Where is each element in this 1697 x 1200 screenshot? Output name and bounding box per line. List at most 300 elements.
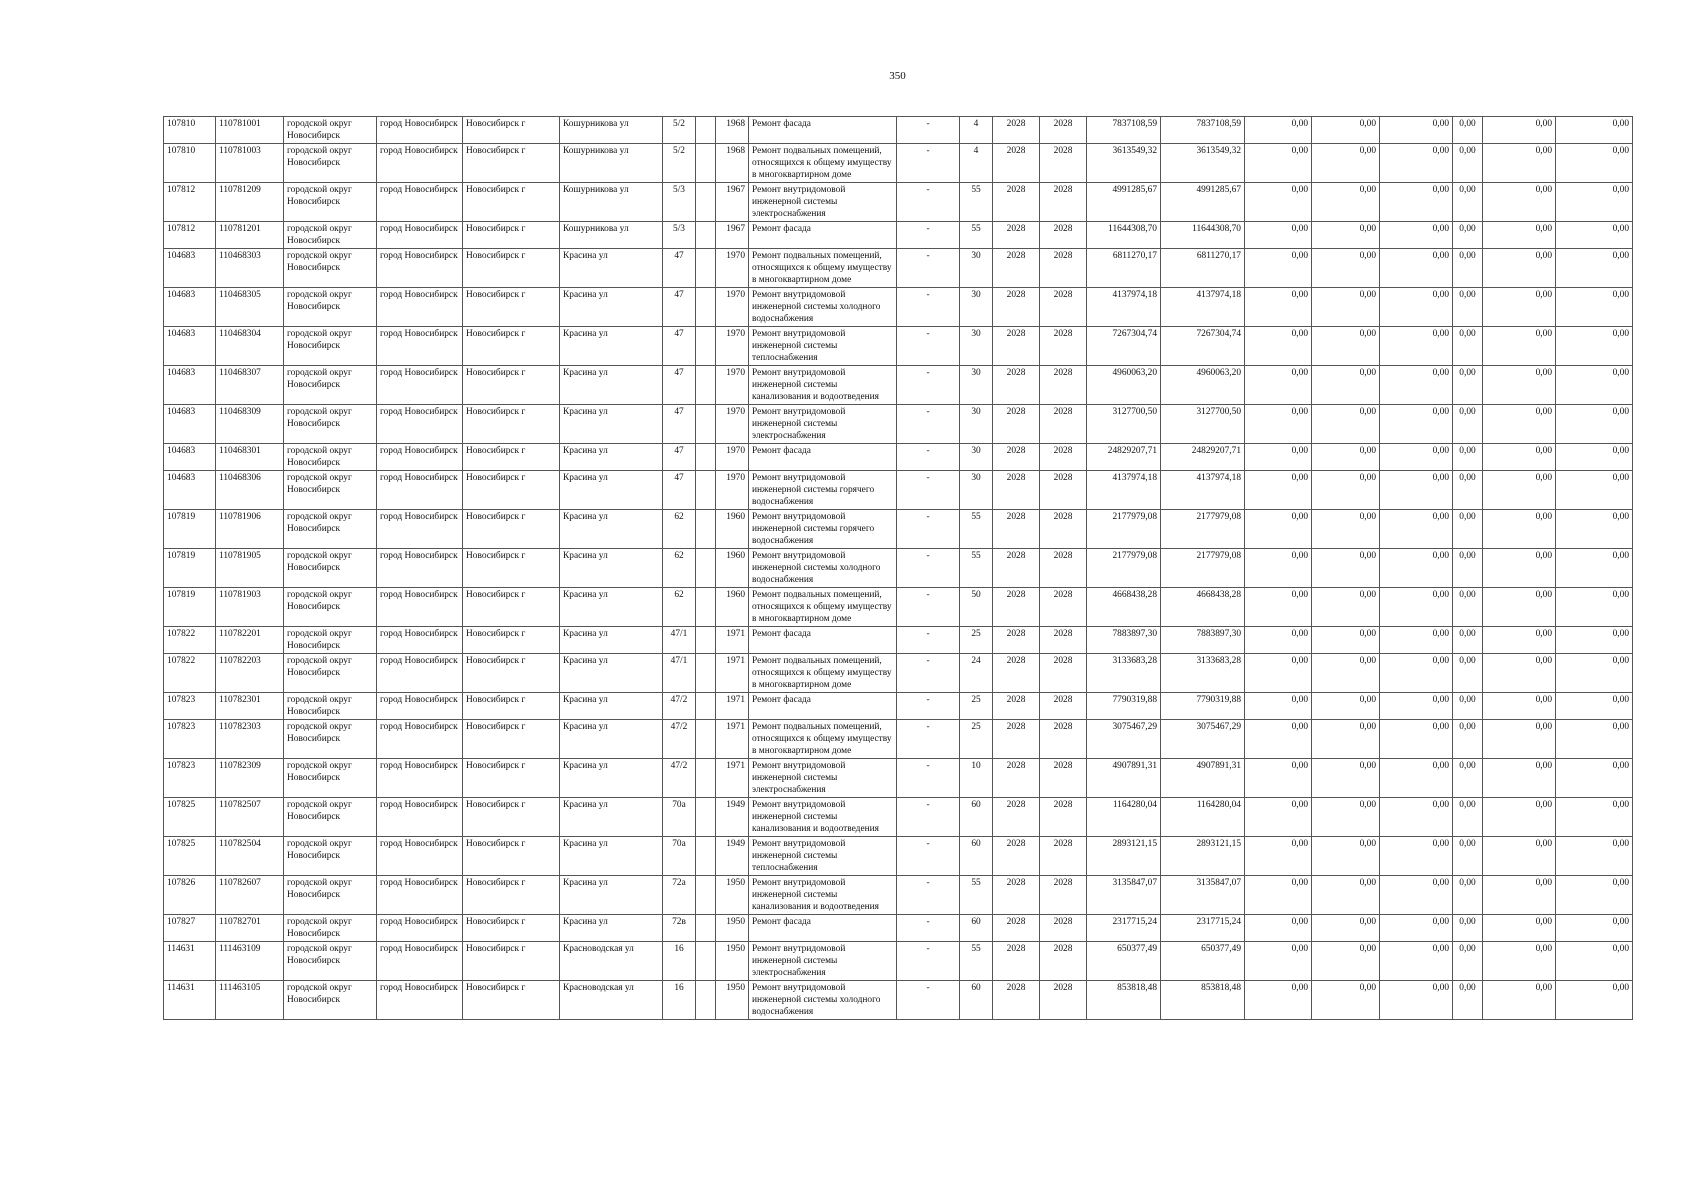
- cell-work-type: Ремонт внутридомовой инженерной системы теплоснабжения: [749, 327, 897, 366]
- cell-plan-year-start: 2028: [993, 117, 1040, 144]
- cell-dash-mark: -: [897, 759, 960, 798]
- cell-wear-percent: 25: [960, 627, 993, 654]
- cell-street: Красина ул: [560, 366, 663, 405]
- cell-cost-col-6: 0,00: [1556, 288, 1633, 327]
- cell-cost-total: 2317715,24: [1087, 915, 1161, 942]
- cell-cost-col-6: 0,00: [1556, 510, 1633, 549]
- cell-building: [696, 249, 716, 288]
- cell-settlement: город Новосибирск: [377, 588, 463, 627]
- table-row: [164, 405, 1633, 444]
- cell-cost-col-5: 0,00: [1483, 876, 1556, 915]
- cell-cost-col-4: 0,00: [1453, 327, 1483, 366]
- cell-cost-col-3: 0,00: [1380, 288, 1453, 327]
- cell-cost-col-5: 0,00: [1483, 915, 1556, 942]
- cell-cost-col-6: 0,00: [1556, 405, 1633, 444]
- cell-cost-col-6: 0,00: [1556, 549, 1633, 588]
- cell-dash-mark: -: [897, 798, 960, 837]
- table-row: [164, 759, 1633, 798]
- cell-cost-fund: 11644308,70: [1161, 222, 1245, 249]
- cell-cost-col-2: 0,00: [1312, 117, 1380, 144]
- cell-house-number: 47: [663, 471, 696, 510]
- cell-settlement: город Новосибирск: [377, 444, 463, 471]
- cell-year-built: 1970: [716, 288, 749, 327]
- cell-street: Красина ул: [560, 588, 663, 627]
- cell-settlement: город Новосибирск: [377, 366, 463, 405]
- cell-building: [696, 654, 716, 693]
- table-body: [164, 117, 1633, 1020]
- cell-wear-percent: 25: [960, 693, 993, 720]
- cell-municipality: городской округ Новосибирск: [284, 627, 377, 654]
- cell-wear-percent: 55: [960, 183, 993, 222]
- cell-cost-col-1: 0,00: [1245, 798, 1312, 837]
- cell-cost-fund: 4668438,28: [1161, 588, 1245, 627]
- cell-cost-col-5: 0,00: [1483, 117, 1556, 144]
- cell-cost-col-2: 0,00: [1312, 798, 1380, 837]
- cell-dash-mark: -: [897, 720, 960, 759]
- cell-plan-year-start: 2028: [993, 654, 1040, 693]
- cell-cost-col-4: 0,00: [1453, 183, 1483, 222]
- cell-street: Красина ул: [560, 798, 663, 837]
- cell-house-id: 107819: [164, 510, 216, 549]
- cell-building: [696, 693, 716, 720]
- cell-wear-percent: 55: [960, 942, 993, 981]
- cell-plan-year-end: 2028: [1040, 444, 1087, 471]
- cell-year-built: 1971: [716, 627, 749, 654]
- cell-house-number: 47: [663, 444, 696, 471]
- cell-wear-percent: 60: [960, 837, 993, 876]
- cell-house-number: 70а: [663, 837, 696, 876]
- cell-year-built: 1968: [716, 144, 749, 183]
- cell-cost-total: 6811270,17: [1087, 249, 1161, 288]
- cell-dash-mark: -: [897, 327, 960, 366]
- cell-building: [696, 405, 716, 444]
- cell-house-number: 16: [663, 981, 696, 1020]
- cell-street: Красина ул: [560, 249, 663, 288]
- cell-wear-percent: 60: [960, 915, 993, 942]
- cell-cost-total: 1164280,04: [1087, 798, 1161, 837]
- cell-plan-year-end: 2028: [1040, 366, 1087, 405]
- cell-municipality: городской округ Новосибирск: [284, 693, 377, 720]
- cell-cost-col-3: 0,00: [1380, 798, 1453, 837]
- cell-house-id: 107819: [164, 549, 216, 588]
- cell-wear-percent: 30: [960, 444, 993, 471]
- cell-municipality: городской округ Новосибирск: [284, 981, 377, 1020]
- cell-cost-col-1: 0,00: [1245, 915, 1312, 942]
- cell-dash-mark: -: [897, 693, 960, 720]
- cell-cost-col-3: 0,00: [1380, 471, 1453, 510]
- cell-cost-fund: 2317715,24: [1161, 915, 1245, 942]
- table-row: [164, 915, 1633, 942]
- cell-work-id: 110781209: [216, 183, 284, 222]
- cell-dash-mark: -: [897, 981, 960, 1020]
- cell-municipality: городской округ Новосибирск: [284, 720, 377, 759]
- cell-work-id: 110782203: [216, 654, 284, 693]
- cell-dash-mark: -: [897, 222, 960, 249]
- cell-building: [696, 876, 716, 915]
- cell-plan-year-start: 2028: [993, 471, 1040, 510]
- table-row: [164, 249, 1633, 288]
- table-row: [164, 510, 1633, 549]
- cell-dash-mark: -: [897, 405, 960, 444]
- cell-cost-col-2: 0,00: [1312, 144, 1380, 183]
- cell-cost-col-4: 0,00: [1453, 405, 1483, 444]
- cell-cost-col-4: 0,00: [1453, 654, 1483, 693]
- cell-cost-fund: 2177979,08: [1161, 510, 1245, 549]
- cell-house-id: 107826: [164, 876, 216, 915]
- table-row: [164, 876, 1633, 915]
- cell-year-built: 1968: [716, 117, 749, 144]
- cell-cost-col-2: 0,00: [1312, 915, 1380, 942]
- cell-dash-mark: -: [897, 915, 960, 942]
- cell-municipality: городской округ Новосибирск: [284, 471, 377, 510]
- cell-cost-col-6: 0,00: [1556, 837, 1633, 876]
- cell-cost-col-1: 0,00: [1245, 693, 1312, 720]
- cell-street: Красина ул: [560, 915, 663, 942]
- cell-cost-col-6: 0,00: [1556, 249, 1633, 288]
- cell-building: [696, 471, 716, 510]
- cell-building: [696, 183, 716, 222]
- table-row: [164, 837, 1633, 876]
- cell-cost-col-4: 0,00: [1453, 117, 1483, 144]
- cell-city: Новосибирск г: [463, 405, 560, 444]
- cell-work-id: 110468306: [216, 471, 284, 510]
- cell-cost-col-6: 0,00: [1556, 327, 1633, 366]
- cell-cost-col-1: 0,00: [1245, 759, 1312, 798]
- cell-cost-total: 11644308,70: [1087, 222, 1161, 249]
- cell-dash-mark: -: [897, 654, 960, 693]
- cell-year-built: 1967: [716, 183, 749, 222]
- cell-building: [696, 144, 716, 183]
- cell-year-built: 1950: [716, 876, 749, 915]
- cell-cost-fund: 2177979,08: [1161, 549, 1245, 588]
- cell-city: Новосибирск г: [463, 183, 560, 222]
- cell-street: Красина ул: [560, 720, 663, 759]
- cell-street: Кошурникова ул: [560, 222, 663, 249]
- cell-municipality: городской округ Новосибирск: [284, 837, 377, 876]
- cell-cost-col-2: 0,00: [1312, 222, 1380, 249]
- cell-cost-fund: 7837108,59: [1161, 117, 1245, 144]
- cell-house-id: 104683: [164, 405, 216, 444]
- cell-cost-col-2: 0,00: [1312, 444, 1380, 471]
- table-row: [164, 627, 1633, 654]
- cell-cost-col-4: 0,00: [1453, 444, 1483, 471]
- cell-wear-percent: 30: [960, 405, 993, 444]
- cell-wear-percent: 50: [960, 588, 993, 627]
- cell-house-id: 107822: [164, 654, 216, 693]
- cell-cost-col-6: 0,00: [1556, 627, 1633, 654]
- cell-work-type: Ремонт фасада: [749, 627, 897, 654]
- cell-house-id: 104683: [164, 444, 216, 471]
- cell-cost-col-4: 0,00: [1453, 876, 1483, 915]
- cell-cost-total: 4137974,18: [1087, 471, 1161, 510]
- table-row: [164, 981, 1633, 1020]
- cell-cost-col-2: 0,00: [1312, 942, 1380, 981]
- cell-cost-col-4: 0,00: [1453, 981, 1483, 1020]
- cell-work-type: Ремонт подвальных помещений, относящихся к общему имуществу в многоквартирном доме: [749, 654, 897, 693]
- cell-work-id: 111463105: [216, 981, 284, 1020]
- cell-plan-year-end: 2028: [1040, 693, 1087, 720]
- cell-cost-col-5: 0,00: [1483, 444, 1556, 471]
- cell-municipality: городской округ Новосибирск: [284, 876, 377, 915]
- table-row: [164, 588, 1633, 627]
- cell-municipality: городской округ Новосибирск: [284, 759, 377, 798]
- cell-settlement: город Новосибирск: [377, 510, 463, 549]
- cell-cost-col-4: 0,00: [1453, 588, 1483, 627]
- cell-cost-col-2: 0,00: [1312, 588, 1380, 627]
- cell-city: Новосибирск г: [463, 720, 560, 759]
- cell-cost-col-5: 0,00: [1483, 366, 1556, 405]
- cell-cost-total: 7837108,59: [1087, 117, 1161, 144]
- cell-house-number: 47/2: [663, 693, 696, 720]
- cell-work-id: 110782309: [216, 759, 284, 798]
- cell-cost-col-4: 0,00: [1453, 222, 1483, 249]
- cell-cost-col-2: 0,00: [1312, 249, 1380, 288]
- cell-cost-col-2: 0,00: [1312, 510, 1380, 549]
- cell-building: [696, 798, 716, 837]
- cell-cost-fund: 4991285,67: [1161, 183, 1245, 222]
- cell-dash-mark: -: [897, 444, 960, 471]
- cell-cost-col-1: 0,00: [1245, 549, 1312, 588]
- table-row: [164, 549, 1633, 588]
- cell-cost-col-1: 0,00: [1245, 654, 1312, 693]
- cell-plan-year-end: 2028: [1040, 183, 1087, 222]
- table-row: [164, 144, 1633, 183]
- cell-cost-total: 3127700,50: [1087, 405, 1161, 444]
- cell-house-number: 72в: [663, 915, 696, 942]
- cell-cost-col-3: 0,00: [1380, 942, 1453, 981]
- cell-plan-year-end: 2028: [1040, 588, 1087, 627]
- cell-settlement: город Новосибирск: [377, 288, 463, 327]
- cell-plan-year-start: 2028: [993, 837, 1040, 876]
- cell-building: [696, 627, 716, 654]
- cell-cost-col-3: 0,00: [1380, 549, 1453, 588]
- cell-plan-year-end: 2028: [1040, 405, 1087, 444]
- cell-cost-col-4: 0,00: [1453, 915, 1483, 942]
- cell-cost-col-6: 0,00: [1556, 654, 1633, 693]
- cell-plan-year-start: 2028: [993, 915, 1040, 942]
- cell-house-id: 104683: [164, 366, 216, 405]
- cell-house-id: 107812: [164, 183, 216, 222]
- cell-house-id: 104683: [164, 288, 216, 327]
- cell-cost-col-3: 0,00: [1380, 444, 1453, 471]
- cell-year-built: 1970: [716, 471, 749, 510]
- cell-cost-col-4: 0,00: [1453, 249, 1483, 288]
- cell-street: Красноводская ул: [560, 981, 663, 1020]
- cell-cost-fund: 4907891,31: [1161, 759, 1245, 798]
- cell-work-type: Ремонт фасада: [749, 117, 897, 144]
- cell-cost-col-5: 0,00: [1483, 759, 1556, 798]
- cell-settlement: город Новосибирск: [377, 876, 463, 915]
- cell-plan-year-end: 2028: [1040, 798, 1087, 837]
- cell-building: [696, 981, 716, 1020]
- cell-municipality: городской округ Новосибирск: [284, 549, 377, 588]
- cell-settlement: город Новосибирск: [377, 117, 463, 144]
- cell-dash-mark: -: [897, 876, 960, 915]
- cell-dash-mark: -: [897, 144, 960, 183]
- cell-cost-col-4: 0,00: [1453, 837, 1483, 876]
- cell-work-id: 110781905: [216, 549, 284, 588]
- cell-cost-col-1: 0,00: [1245, 183, 1312, 222]
- cell-settlement: город Новосибирск: [377, 222, 463, 249]
- table-row: [164, 471, 1633, 510]
- cell-cost-col-3: 0,00: [1380, 366, 1453, 405]
- cell-work-type: Ремонт внутридомовой инженерной системы холодного водоснабжения: [749, 549, 897, 588]
- cell-plan-year-start: 2028: [993, 981, 1040, 1020]
- cell-wear-percent: 55: [960, 222, 993, 249]
- cell-cost-col-5: 0,00: [1483, 327, 1556, 366]
- cell-dash-mark: -: [897, 183, 960, 222]
- cell-cost-col-5: 0,00: [1483, 222, 1556, 249]
- cell-cost-fund: 6811270,17: [1161, 249, 1245, 288]
- cell-cost-fund: 7883897,30: [1161, 627, 1245, 654]
- cell-work-id: 110781201: [216, 222, 284, 249]
- cell-work-id: 110782201: [216, 627, 284, 654]
- cell-city: Новосибирск г: [463, 759, 560, 798]
- cell-building: [696, 288, 716, 327]
- cell-street: Красина ул: [560, 288, 663, 327]
- cell-city: Новосибирск г: [463, 549, 560, 588]
- cell-cost-col-3: 0,00: [1380, 183, 1453, 222]
- capital-repair-table: [163, 116, 1633, 1020]
- cell-settlement: город Новосибирск: [377, 549, 463, 588]
- cell-plan-year-start: 2028: [993, 942, 1040, 981]
- cell-dash-mark: -: [897, 249, 960, 288]
- cell-cost-col-5: 0,00: [1483, 471, 1556, 510]
- cell-settlement: город Новосибирск: [377, 405, 463, 444]
- cell-settlement: город Новосибирск: [377, 144, 463, 183]
- cell-cost-col-1: 0,00: [1245, 876, 1312, 915]
- cell-work-type: Ремонт внутридомовой инженерной системы электроснабжения: [749, 183, 897, 222]
- table-row: [164, 444, 1633, 471]
- cell-work-id: 110781001: [216, 117, 284, 144]
- cell-house-number: 62: [663, 510, 696, 549]
- cell-cost-col-3: 0,00: [1380, 405, 1453, 444]
- cell-building: [696, 720, 716, 759]
- cell-cost-col-5: 0,00: [1483, 981, 1556, 1020]
- cell-municipality: городской округ Новосибирск: [284, 366, 377, 405]
- cell-work-type: Ремонт фасада: [749, 693, 897, 720]
- cell-cost-col-1: 0,00: [1245, 222, 1312, 249]
- cell-house-number: 47: [663, 366, 696, 405]
- cell-settlement: город Новосибирск: [377, 915, 463, 942]
- cell-plan-year-end: 2028: [1040, 627, 1087, 654]
- cell-cost-col-1: 0,00: [1245, 366, 1312, 405]
- cell-work-id: 110468301: [216, 444, 284, 471]
- cell-cost-col-5: 0,00: [1483, 627, 1556, 654]
- cell-building: [696, 759, 716, 798]
- cell-municipality: городской округ Новосибирск: [284, 249, 377, 288]
- cell-plan-year-start: 2028: [993, 405, 1040, 444]
- cell-cost-fund: 3135847,07: [1161, 876, 1245, 915]
- table-row: [164, 288, 1633, 327]
- cell-building: [696, 444, 716, 471]
- cell-city: Новосибирск г: [463, 915, 560, 942]
- cell-building: [696, 222, 716, 249]
- table-row: [164, 720, 1633, 759]
- cell-cost-col-1: 0,00: [1245, 117, 1312, 144]
- cell-house-number: 5/3: [663, 183, 696, 222]
- cell-street: Кошурникова ул: [560, 183, 663, 222]
- cell-plan-year-start: 2028: [993, 183, 1040, 222]
- cell-house-number: 70а: [663, 798, 696, 837]
- cell-street: Красина ул: [560, 693, 663, 720]
- cell-cost-col-3: 0,00: [1380, 588, 1453, 627]
- cell-plan-year-start: 2028: [993, 327, 1040, 366]
- cell-cost-total: 3133683,28: [1087, 654, 1161, 693]
- cell-house-id: 107825: [164, 837, 216, 876]
- cell-wear-percent: 55: [960, 549, 993, 588]
- cell-city: Новосибирск г: [463, 798, 560, 837]
- cell-cost-total: 2177979,08: [1087, 510, 1161, 549]
- cell-cost-total: 2177979,08: [1087, 549, 1161, 588]
- cell-cost-fund: 3075467,29: [1161, 720, 1245, 759]
- cell-cost-total: 4137974,18: [1087, 288, 1161, 327]
- cell-year-built: 1949: [716, 798, 749, 837]
- cell-cost-col-2: 0,00: [1312, 327, 1380, 366]
- cell-dash-mark: -: [897, 837, 960, 876]
- cell-plan-year-start: 2028: [993, 588, 1040, 627]
- cell-cost-col-6: 0,00: [1556, 117, 1633, 144]
- cell-building: [696, 915, 716, 942]
- cell-settlement: город Новосибирск: [377, 981, 463, 1020]
- cell-settlement: город Новосибирск: [377, 654, 463, 693]
- cell-municipality: городской округ Новосибирск: [284, 915, 377, 942]
- cell-year-built: 1970: [716, 444, 749, 471]
- cell-plan-year-start: 2028: [993, 249, 1040, 288]
- cell-house-number: 47: [663, 288, 696, 327]
- cell-house-number: 16: [663, 942, 696, 981]
- cell-house-id: 107823: [164, 693, 216, 720]
- cell-cost-col-5: 0,00: [1483, 588, 1556, 627]
- cell-plan-year-end: 2028: [1040, 981, 1087, 1020]
- cell-city: Новосибирск г: [463, 981, 560, 1020]
- cell-cost-col-2: 0,00: [1312, 654, 1380, 693]
- cell-plan-year-end: 2028: [1040, 510, 1087, 549]
- cell-plan-year-start: 2028: [993, 759, 1040, 798]
- cell-work-id: 110781003: [216, 144, 284, 183]
- cell-work-id: 110468309: [216, 405, 284, 444]
- cell-year-built: 1967: [716, 222, 749, 249]
- cell-plan-year-start: 2028: [993, 693, 1040, 720]
- cell-cost-col-6: 0,00: [1556, 942, 1633, 981]
- cell-municipality: городской округ Новосибирск: [284, 654, 377, 693]
- cell-plan-year-end: 2028: [1040, 759, 1087, 798]
- cell-building: [696, 117, 716, 144]
- table-row: [164, 693, 1633, 720]
- table-row: [164, 327, 1633, 366]
- cell-cost-col-2: 0,00: [1312, 720, 1380, 759]
- cell-plan-year-start: 2028: [993, 444, 1040, 471]
- cell-work-type: Ремонт внутридомовой инженерной системы канализования и водоотведения: [749, 798, 897, 837]
- cell-plan-year-start: 2028: [993, 288, 1040, 327]
- cell-cost-col-6: 0,00: [1556, 471, 1633, 510]
- cell-building: [696, 510, 716, 549]
- cell-street: Кошурникова ул: [560, 117, 663, 144]
- cell-cost-col-1: 0,00: [1245, 837, 1312, 876]
- cell-year-built: 1971: [716, 720, 749, 759]
- cell-house-id: 107823: [164, 720, 216, 759]
- cell-cost-col-2: 0,00: [1312, 405, 1380, 444]
- cell-plan-year-end: 2028: [1040, 942, 1087, 981]
- cell-cost-col-6: 0,00: [1556, 798, 1633, 837]
- cell-cost-total: 4907891,31: [1087, 759, 1161, 798]
- cell-cost-col-2: 0,00: [1312, 627, 1380, 654]
- cell-cost-fund: 2893121,15: [1161, 837, 1245, 876]
- cell-cost-total: 2893121,15: [1087, 837, 1161, 876]
- cell-settlement: город Новосибирск: [377, 183, 463, 222]
- cell-dash-mark: -: [897, 288, 960, 327]
- cell-cost-col-1: 0,00: [1245, 981, 1312, 1020]
